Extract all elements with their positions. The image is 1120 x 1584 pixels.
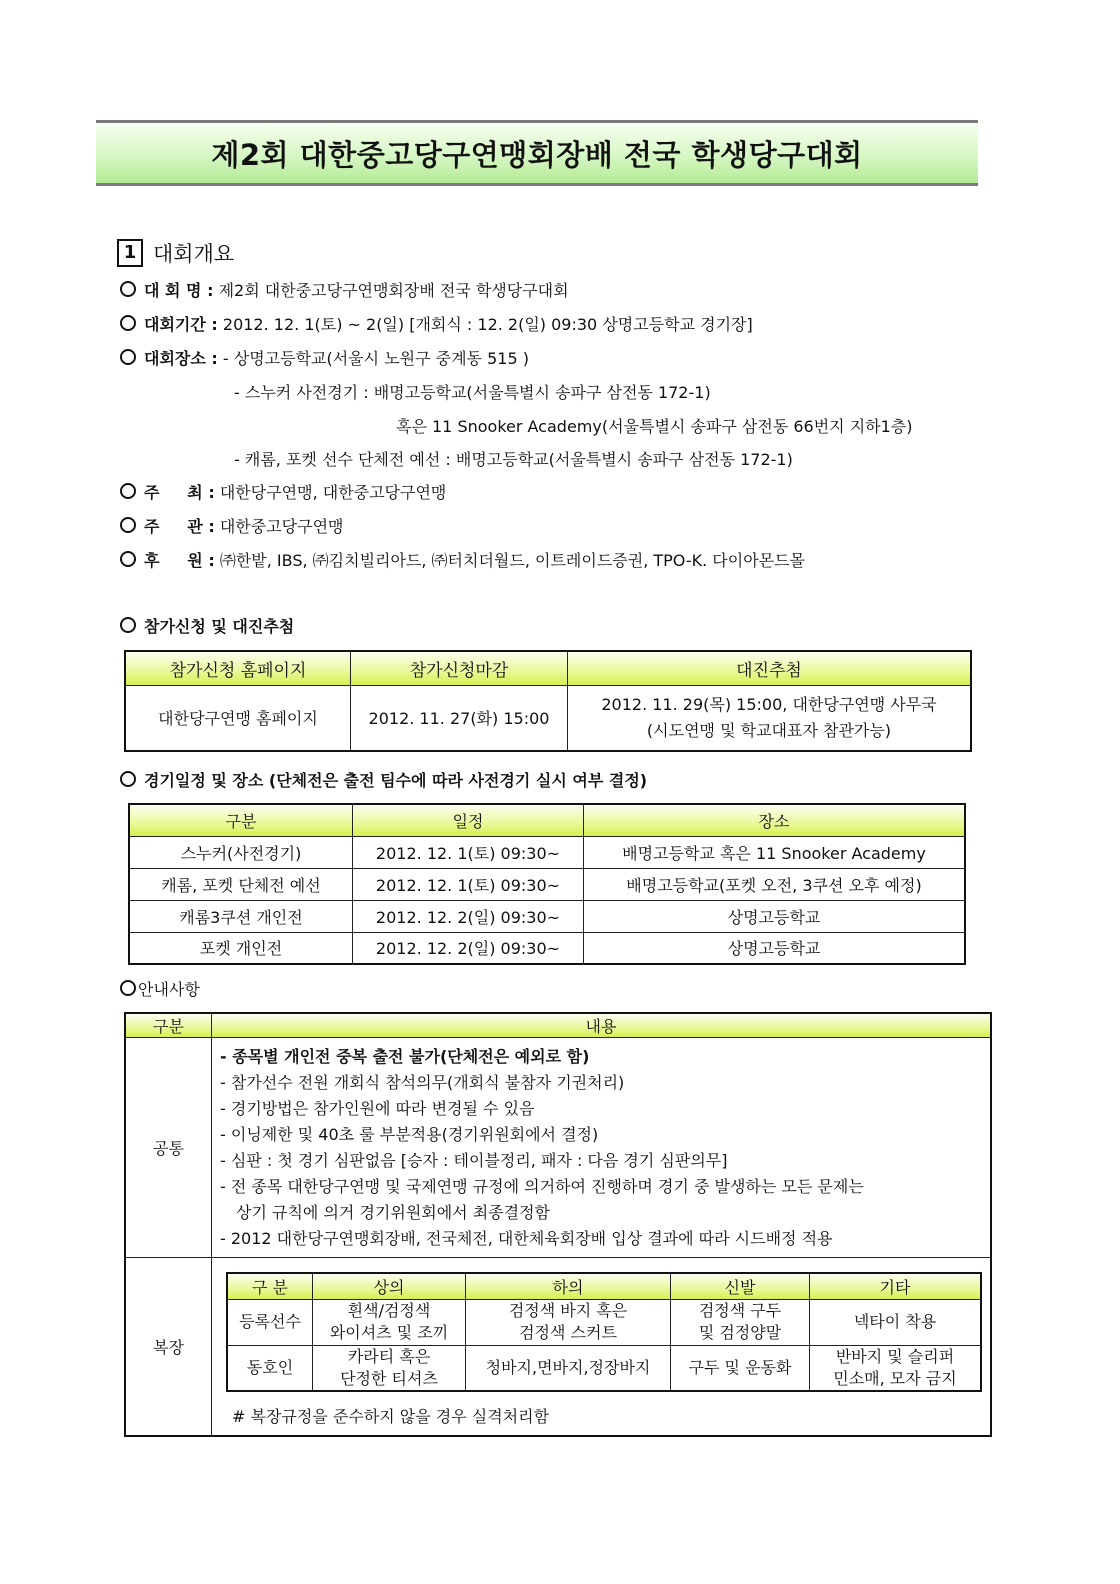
title-banner — [96, 120, 978, 186]
circle-bullet-icon — [120, 349, 136, 365]
notice-common-row — [125, 1038, 991, 1258]
venue-team: - 캐롬, 포켓 선수 단체전 예선 : 배명고등학교(서울특별시 송파구 삼전동 172-1) — [234, 450, 793, 469]
overview-label: 주 관 : — [144, 517, 215, 536]
list-item: - 2012 대한당구연맹회장배, 전국체전, 대한체육회장배 입상 결과에 따라 시드배정 적용 — [220, 1228, 833, 1248]
overview-value: 제2회 대한중고당구연맹회장배 전국 학생당구대회 — [218, 281, 569, 300]
table-cell: 2012. 12. 2(일) 09:30~ — [353, 900, 584, 932]
table-cell: 2012. 12. 1(토) 09:30~ — [353, 836, 584, 868]
table-cell: 스누커(사전경기) — [129, 836, 353, 868]
table-row — [129, 900, 965, 932]
table-header: 하의 — [466, 1273, 671, 1299]
circle-bullet-icon — [120, 517, 136, 533]
table-header: 구분 — [125, 1013, 212, 1038]
table-cell: 반바지 및 슬리퍼 민소매, 모자 금지 — [810, 1345, 982, 1391]
notice-content — [212, 1258, 992, 1436]
table-cell: 2012. 12. 1(토) 09:30~ — [353, 868, 584, 900]
overview-value: 대한중고당구연맹 — [219, 517, 344, 536]
table-cell: 등록선수 — [227, 1299, 313, 1345]
notice-heading: 안내사항 — [120, 977, 200, 1000]
notice-dress-row — [125, 1258, 991, 1436]
overview-period — [120, 312, 753, 335]
notice-content — [212, 1038, 992, 1258]
table-cell: 검정색 구두 및 검정양말 — [671, 1299, 810, 1345]
overview-venue — [120, 346, 529, 369]
notice-table — [124, 1012, 992, 1437]
table-cell: 배명고등학교 혹은 11 Snooker Academy — [584, 836, 966, 868]
circle-bullet-icon — [120, 771, 136, 787]
table-header: 구 분 — [227, 1273, 313, 1299]
circle-bullet-icon — [120, 281, 136, 297]
table-row — [129, 932, 965, 964]
list-item: - 종목별 개인전 중복 출전 불가(단체전은 예외로 함) — [220, 1046, 590, 1066]
list-item: - 참가선수 전원 개회식 참석의무(개회식 불참자 기권처리) — [220, 1072, 625, 1092]
overview-value: 2012. 12. 1(토) ~ 2(일) [개회식 : 12. 2(일) 09:30 상명고등학교 경기장] — [222, 315, 753, 334]
table-header: 구분 — [129, 804, 353, 836]
table-cell: 포켓 개인전 — [129, 932, 353, 964]
table-header: 기타 — [810, 1273, 982, 1299]
section-number: 1 — [117, 239, 143, 267]
section-heading — [117, 238, 234, 268]
overview-name — [120, 278, 569, 301]
venue-snooker: - 스누커 사전경기 : 배명고등학교(서울특별시 송파구 삼전동 172-1) — [234, 383, 711, 402]
table-header: 대진추첨 — [568, 651, 972, 685]
table-header: 장소 — [584, 804, 966, 836]
table-cell: 2012. 12. 2(일) 09:30~ — [353, 932, 584, 964]
list-item: - 이닝제한 및 40초 룰 부분적용(경기위원회에서 결정) — [220, 1124, 599, 1144]
table-cell: 흰색/검정색 와이셔츠 및 조끼 — [313, 1299, 466, 1345]
table-header: 상의 — [313, 1273, 466, 1299]
notice-list — [220, 1044, 990, 1252]
table-header: 일정 — [353, 804, 584, 836]
overview-label: 대회장소 : — [144, 349, 218, 368]
table-row — [227, 1345, 981, 1391]
circle-bullet-icon — [120, 980, 136, 996]
overview-label: 후 원 : — [144, 551, 215, 570]
section-label: 대회개요 — [153, 242, 235, 266]
table-header: 참가신청 홈페이지 — [125, 651, 351, 685]
table-cell: 대한당구연맹 홈페이지 — [125, 685, 351, 751]
schedule-heading: 경기일정 및 장소 (단체전은 출전 팀수에 따라 사전경기 실시 여부 결정) — [120, 768, 647, 791]
list-item: 상기 규칙에 의거 경기위원회에서 최종결정함 — [236, 1202, 551, 1222]
dress-table — [226, 1272, 982, 1392]
table-cell: 캐롬, 포켓 단체전 예선 — [129, 868, 353, 900]
table-row — [227, 1299, 981, 1345]
table-cell: 검정색 바지 혹은 검정색 스커트 — [466, 1299, 671, 1345]
table-row — [129, 836, 965, 868]
table-header: 내용 — [212, 1013, 992, 1038]
table-cell: 넥타이 착용 — [810, 1299, 982, 1345]
list-item: - 심판 : 첫 경기 심판없음 [승자 : 테이블정리, 패자 : 다음 경기 심판의무] — [220, 1150, 728, 1170]
list-item: - 경기방법은 참가인원에 따라 변경될 수 있음 — [220, 1098, 535, 1118]
table-cell: 동호인 — [227, 1345, 313, 1391]
table-cell: 카라티 혹은 단정한 티셔츠 — [313, 1345, 466, 1391]
circle-bullet-icon — [120, 315, 136, 331]
list-item: - 전 종목 대한당구연맹 및 국제연맹 규정에 의거하여 진행하며 경기 중 발생하는 모든 문제는 — [220, 1176, 864, 1196]
table-cell: 상명고등학교 — [584, 932, 966, 964]
table-cell: 2012. 11. 27(화) 15:00 — [351, 685, 568, 751]
organizer-host — [120, 480, 446, 503]
overview-label: 대 회 명 : — [144, 281, 214, 300]
table-cell: 구두 및 운동화 — [671, 1345, 810, 1391]
table-row — [129, 868, 965, 900]
organizer-sponsor — [120, 548, 805, 571]
overview-value: - 상명고등학교(서울시 노원구 중계동 515 ) — [222, 349, 529, 368]
venue-snooker-alt: 혹은 11 Snooker Academy(서울특별시 송파구 삼전동 66번지 지하1층) — [396, 417, 913, 436]
registration-heading: 참가신청 및 대진추첨 — [120, 614, 294, 637]
table-header: 참가신청마감 — [351, 651, 568, 685]
page-title: 제2회 대한중고당구연맹회장배 전국 학생당구대회 — [211, 137, 863, 172]
table-cell: 2012. 11. 29(목) 15:00, 대한당구연맹 사무국 (시도연맹 및 학교대표자 참관가능) — [568, 685, 972, 751]
circle-bullet-icon — [120, 483, 136, 499]
overview-value: ㈜한밭, IBS, ㈜김치빌리아드, ㈜터치더월드, 이트레이드증권, TPO-K. 다이아몬드몰 — [219, 551, 806, 570]
organizer-manager — [120, 514, 343, 537]
table-cell: 배명고등학교(포켓 오전, 3쿠션 오후 예정) — [584, 868, 966, 900]
table-cell: 청바지,면바지,정장바지 — [466, 1345, 671, 1391]
table-header: 신발 — [671, 1273, 810, 1299]
notice-category: 복장 — [125, 1258, 212, 1436]
overview-label: 주 최 : — [144, 483, 215, 502]
table-cell: 캐롬3쿠션 개인전 — [129, 900, 353, 932]
registration-table — [124, 650, 972, 752]
circle-bullet-icon — [120, 551, 136, 567]
notice-category: 공통 — [125, 1038, 212, 1258]
table-cell: 상명고등학교 — [584, 900, 966, 932]
circle-bullet-icon — [120, 617, 136, 633]
overview-value: 대한당구연맹, 대한중고당구연맹 — [219, 483, 447, 502]
overview-label: 대회기간 : — [144, 315, 218, 334]
schedule-table — [128, 803, 966, 965]
dress-note: # 복장규정을 준수하지 않을 경우 실격처리함 — [232, 1407, 550, 1426]
